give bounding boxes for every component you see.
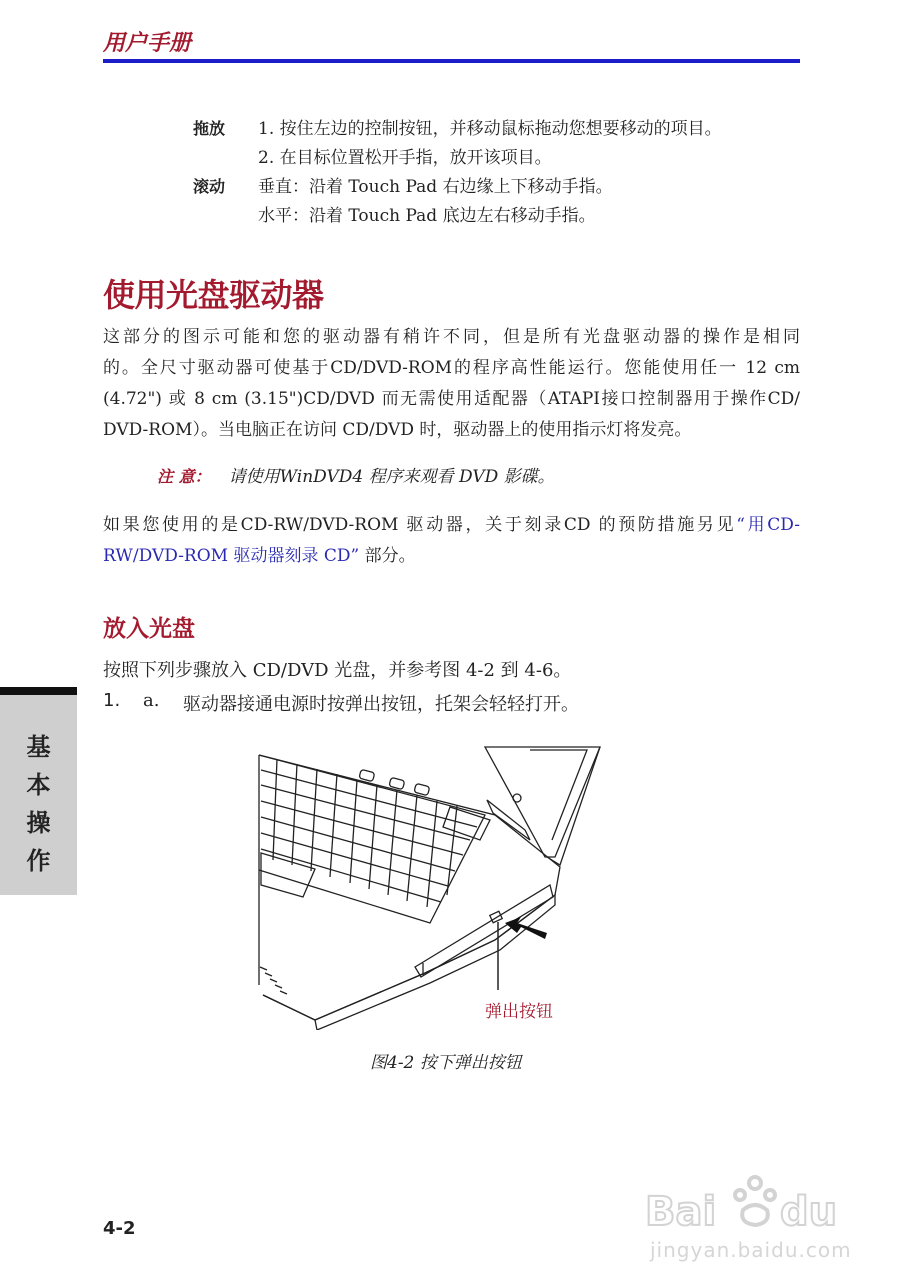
crossref-link-continued[interactable]: RW/DVD-ROM 驱动器刻录 CD” [103, 546, 360, 566]
definition-line: 2. 在目标位置松开手指，放开该项目。 [258, 148, 552, 168]
body-line: (4.72") 或 8 cm (3.15")CD/DVD 而无需使用适配器（ATAPI接口控制器用于操作CD/ [103, 389, 800, 409]
watermark-url: jingyan.baidu.com [650, 1238, 852, 1262]
step-1 [103, 690, 579, 715]
figure-callout-eject-button: 弹出按钮 [485, 1002, 553, 1022]
page-number: 4-2 [103, 1218, 136, 1239]
definition-line: 1. 按住左边的控制按钮，并移动鼠标拖动您想要移动的项目。 [258, 119, 722, 139]
definition-line: 垂直：沿着 Touch Pad 右边缘上下移动手指。 [258, 177, 613, 197]
crossref-link[interactable]: “用CD- [736, 515, 800, 535]
side-tab-char: 作 [26, 847, 51, 875]
svg-text:Bai: Bai [645, 1189, 717, 1235]
side-tab-char: 操 [26, 809, 51, 837]
side-tab-char: 基 [26, 733, 51, 761]
figure-caption: 图4-2 按下弹出按钮 [370, 1053, 522, 1073]
laptop-eject-illustration [255, 745, 605, 1030]
note-text: 请使用WinDVD4 程序来观看 DVD 影碟。 [228, 467, 555, 487]
definition-term: 拖放 [193, 119, 226, 138]
body-line: DVD-ROM）。当电脑正在访问 CD/DVD 时，驱动器上的使用指示灯将发亮。 [103, 420, 692, 440]
step-sub-letter: a. [143, 690, 160, 711]
crossref-paragraph [103, 510, 800, 572]
side-tab-char: 本 [26, 771, 51, 799]
running-header-title: 用户手册 [103, 31, 192, 56]
body-line: 这部分的图示可能和您的驱动器有稍许不同，但是所有光盘驱动器的操作是相同 [103, 327, 800, 347]
section-title: 使用光盘驱动器 [103, 276, 324, 314]
step-text: 驱动器接通电源时按弹出按钮，托架会轻轻打开。 [183, 694, 579, 715]
crossref-text: 如果您使用的是CD-RW/DVD-ROM 驱动器，关于刻录CD 的预防措施另见 [103, 515, 737, 535]
chapter-side-tab [0, 687, 77, 895]
crossref-line-1 [103, 510, 800, 541]
crossref-suffix: 部分。 [359, 546, 416, 566]
header-rule [103, 59, 800, 63]
definition-term: 滚动 [193, 177, 226, 196]
note-label: 注 意： [157, 467, 211, 486]
step-number: 1. [103, 690, 121, 711]
subsection-title: 放入光盘 [103, 616, 195, 642]
crossref-line-2 [103, 541, 800, 572]
definition-line: 水平：沿着 Touch Pad 底边左右移动手指。 [258, 206, 596, 226]
step-intro: 按照下列步骤放入 CD/DVD 光盘，并参考图 4-2 到 4-6。 [103, 660, 572, 681]
note [157, 462, 555, 487]
section-body [103, 322, 800, 446]
svg-text:du: du [780, 1189, 838, 1235]
body-line: 的。全尺寸驱动器可使基于CD/DVD-ROM的程序高性能运行。您能使用任一 12 cm [103, 358, 800, 378]
